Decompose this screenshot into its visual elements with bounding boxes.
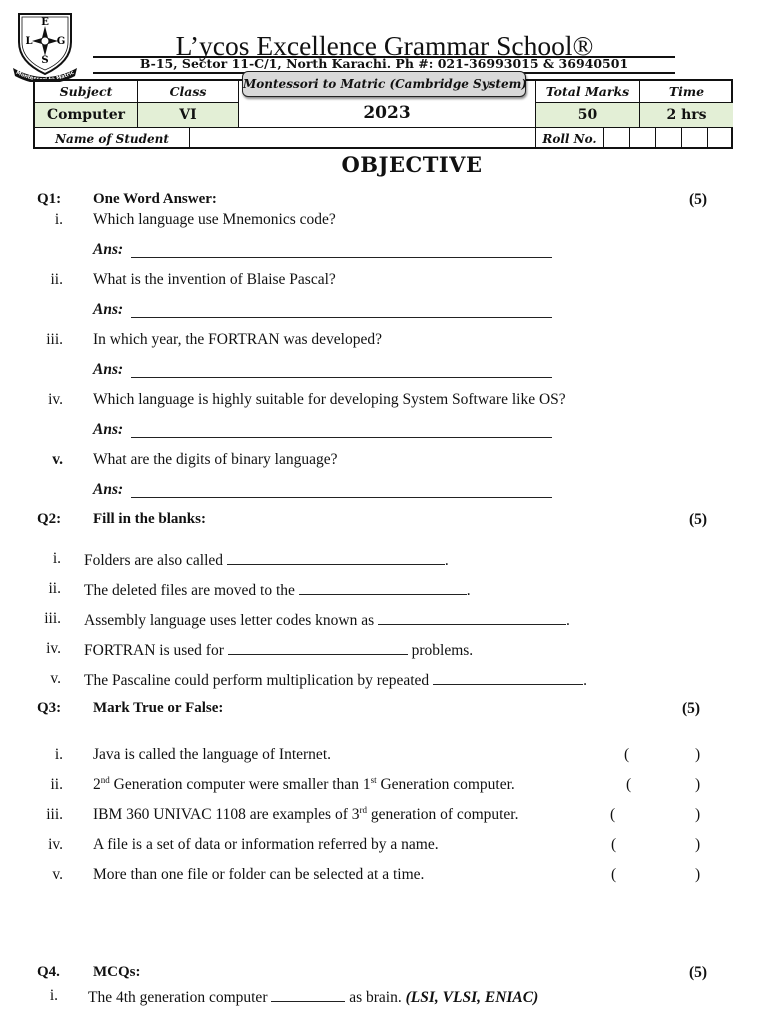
q1-title: One Word Answer: xyxy=(93,191,217,207)
q1-item-text: Which language is highly suitable for developing System Software like OS? xyxy=(93,391,566,408)
logo-ribbon-text: Montessori to Matric xyxy=(14,69,76,82)
q1-item-text: What are the digits of binary language? xyxy=(93,451,338,468)
q2-item-text-end: . xyxy=(444,552,449,569)
q3-marks: (5) xyxy=(682,700,701,717)
answer-line[interactable] xyxy=(131,257,552,258)
q2-item-numeral: iii. xyxy=(44,610,61,627)
answer-close-paren: ) xyxy=(695,836,701,853)
total-marks-value: 50 xyxy=(535,102,639,127)
q1-item-text: What is the invention of Blaise Pascal? xyxy=(93,271,336,288)
q1-item-text: Which language use Mnemonics code? xyxy=(93,211,336,228)
q1-item-numeral: ii. xyxy=(50,271,63,288)
q2-item-text-end: problems. xyxy=(411,642,474,659)
q3-item-text: 2nd Generation computer were smaller than 1st Generation computer. xyxy=(93,774,515,793)
q3-item-text: A file is a set of data or information referred by a name. xyxy=(93,836,439,853)
class-value: VI xyxy=(137,102,238,127)
q3-item-numeral: i. xyxy=(54,746,63,763)
subject-label: Subject xyxy=(59,84,113,99)
total-marks-label: Total Marks xyxy=(535,81,639,102)
q2-title: Fill in the blanks: xyxy=(93,511,206,527)
q4-number: Q4. xyxy=(37,964,60,980)
blank-line[interactable] xyxy=(299,580,467,595)
q4-options: (LSI, VLSI, ENIAC) xyxy=(405,989,539,1006)
answer-close-paren: ) xyxy=(695,746,701,763)
q3-item-numeral: iv. xyxy=(48,836,63,853)
q1-item-numeral: iii. xyxy=(46,331,63,348)
q2-number: Q2: xyxy=(37,511,62,527)
answer-label: Ans: xyxy=(93,421,124,438)
school-address: B-15, Sector 11-C/1, North Karachi. Ph #: 021-36993015 & 36940501 xyxy=(139,56,629,71)
logo-letter-top: E xyxy=(41,17,49,28)
blank-line[interactable] xyxy=(378,610,566,625)
q4-title: MCQs: xyxy=(93,964,141,980)
q4-item-text: The 4th generation computer xyxy=(88,989,268,1006)
q3-item-numeral: ii. xyxy=(50,776,63,793)
q1-marks: (5) xyxy=(689,191,708,208)
q2-item-text-end: . xyxy=(566,612,570,629)
blank-line[interactable] xyxy=(227,550,445,565)
answer-close-paren: ) xyxy=(695,806,701,823)
answer-label: Ans: xyxy=(93,301,124,318)
answer-close-paren: ) xyxy=(695,866,701,883)
q2-marks: (5) xyxy=(689,511,708,528)
roll-no-box[interactable] xyxy=(655,127,681,149)
q1-item-numeral: v. xyxy=(52,451,63,468)
answer-open-paren[interactable]: ( xyxy=(611,866,617,883)
logo-letter-bottom: S xyxy=(41,55,49,66)
answer-close-paren: ) xyxy=(695,776,701,793)
answer-open-paren[interactable]: ( xyxy=(610,806,616,823)
answer-open-paren[interactable]: ( xyxy=(624,746,630,763)
q2-item-text: The Pascaline could perform multiplication by repeated xyxy=(84,672,430,689)
roll-no-box[interactable] xyxy=(707,127,733,149)
blank-line[interactable] xyxy=(271,987,345,1002)
q2-item-numeral: v. xyxy=(50,670,61,687)
answer-line[interactable] xyxy=(131,497,552,498)
section-title: OBJECTIVE xyxy=(341,152,483,177)
answer-line[interactable] xyxy=(131,437,552,438)
logo-letter-right: G xyxy=(56,36,66,47)
q3-item-numeral: iii. xyxy=(46,806,63,823)
q2-item-text-end: . xyxy=(583,672,587,689)
q2-item-text: FORTRAN is used for xyxy=(84,642,224,659)
school-logo xyxy=(12,12,78,82)
q2-item-text: Folders are also called xyxy=(84,552,224,569)
q3-title: Mark True or False: xyxy=(93,700,224,716)
q2-item-numeral: iv. xyxy=(46,640,61,657)
motto-badge: Montessori to Matric (Cambridge System) xyxy=(242,71,526,97)
school-name: L’ycos Excellence Grammar School® xyxy=(175,30,594,61)
q2-item-numeral: ii. xyxy=(48,580,61,597)
answer-open-paren[interactable]: ( xyxy=(611,836,617,853)
q2-item-text-end: . xyxy=(466,582,471,599)
q4-marks: (5) xyxy=(689,964,708,981)
q1-item-numeral: i. xyxy=(54,211,63,228)
answer-line[interactable] xyxy=(131,317,552,318)
exam-year: 2023 xyxy=(363,103,411,123)
answer-label: Ans: xyxy=(93,481,124,498)
answer-open-paren[interactable]: ( xyxy=(626,776,632,793)
q4-item-text-end: as brain. xyxy=(349,989,402,1006)
time-label: Time xyxy=(639,81,733,102)
logo-letter-left: L xyxy=(25,36,33,47)
q1-item-text: In which year, the FORTRAN was developed? xyxy=(93,331,382,348)
q3-number: Q3: xyxy=(37,700,62,716)
q2-item-numeral: i. xyxy=(52,550,61,567)
class-label: Class xyxy=(137,81,238,102)
roll-no-box[interactable] xyxy=(603,127,629,149)
q2-item-text: Assembly language uses letter codes known as xyxy=(84,612,375,629)
q3-item-text: Java is called the language of Internet. xyxy=(93,746,331,763)
roll-no-box[interactable] xyxy=(681,127,707,149)
q2-item-text: The deleted files are moved to the xyxy=(84,582,295,599)
answer-label: Ans: xyxy=(93,241,124,258)
time-value: 2 hrs xyxy=(639,102,733,127)
q4-item-numeral: i. xyxy=(49,987,58,1004)
student-name-label: Name of Student xyxy=(35,127,189,149)
q3-item-numeral: v. xyxy=(52,866,63,883)
answer-label: Ans: xyxy=(93,361,124,378)
roll-no-label: Roll No. xyxy=(535,127,603,149)
student-name-field[interactable] xyxy=(189,127,535,149)
subject-value: Computer xyxy=(35,102,137,127)
answer-line[interactable] xyxy=(131,377,552,378)
q3-item-text: More than one file or folder can be selected at a time. xyxy=(93,866,425,883)
roll-no-box[interactable] xyxy=(629,127,655,149)
q1-item-numeral: iv. xyxy=(48,391,63,408)
q3-item-text: IBM 360 UNIVAC 1108 are examples of 3rd generation of computer. xyxy=(93,804,519,823)
blank-line[interactable] xyxy=(228,640,408,655)
q1-number: Q1: xyxy=(37,191,62,207)
blank-line[interactable] xyxy=(433,670,583,685)
